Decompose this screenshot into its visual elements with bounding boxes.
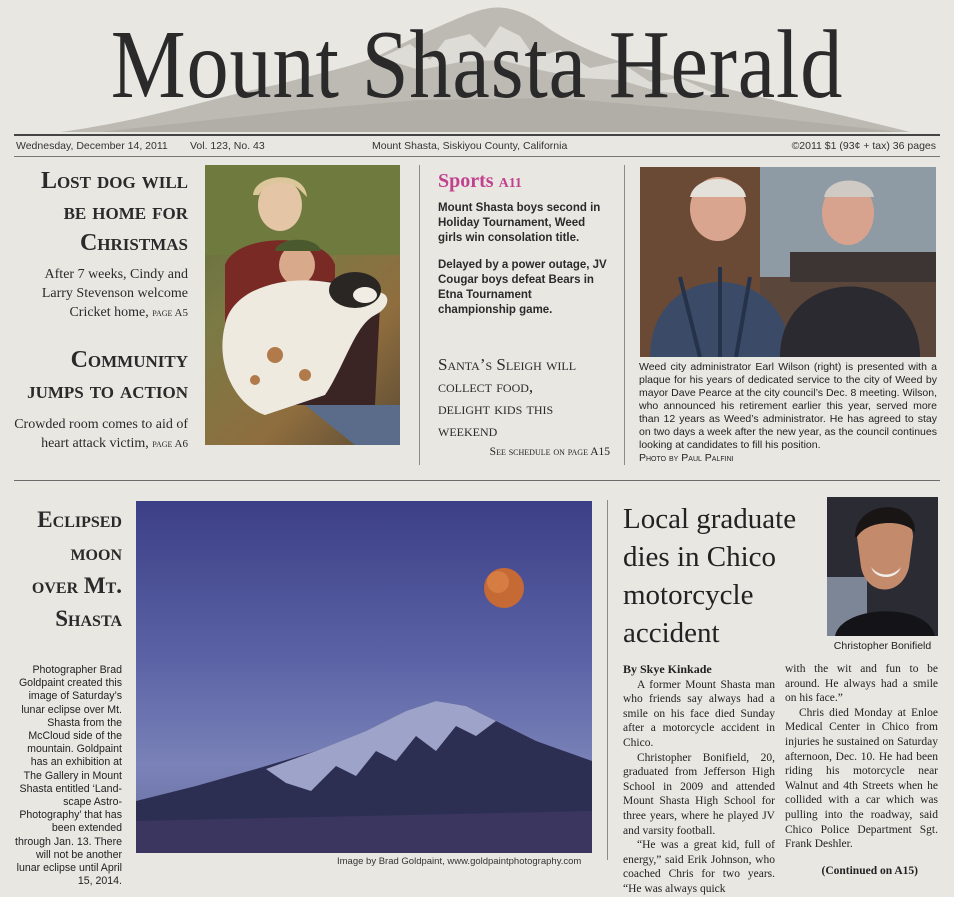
paragraph: Christopher Bonifield, 20, graduated from Jefferson High School in 2009 and attended Mount Shasta High School for three years, where he played JV and varsity football. — [623, 751, 775, 837]
sports-box[interactable] — [438, 170, 610, 318]
weed-ceremony-photo — [640, 167, 936, 357]
column-divider — [607, 500, 608, 860]
paragraph: with the wit and fun to be around. He always had a smile on his face.” — [785, 663, 938, 705]
column-divider — [624, 165, 625, 465]
bonifield-photo — [827, 497, 938, 636]
weed-ceremony-image — [640, 167, 936, 357]
eclipse-image-credit: Image by Brad Goldpaint, www.goldpaintphotography.com — [337, 856, 582, 867]
graduate-story[interactable] — [623, 500, 823, 652]
issue-location: Mount Shasta, Siskiyou County, California — [372, 140, 568, 152]
eclipse-headline[interactable]: Eclipsed moon over Mt. Shasta — [31, 507, 122, 631]
lost-dog-headline[interactable]: Lost dog will be home for Christmas — [40, 168, 188, 256]
weed-photo-caption: Weed city administrator Earl Wilson (right) is presented with a plaque for his years of dedicated service to the city of Weed by mayor Dave Pearce at the city council’s Dec. 8 meeting. Wilson, who announced his retirement earlier this year, served more than 12 years as Weed’s administrator. He has agreed to stay on two days a week after the new year, as the council continues looking at candidates to fill his position. Photo by Paul Palfini — [639, 361, 937, 464]
santa-headline[interactable]: Santa’s Sleigh will collect food, delight kids this weekend — [438, 355, 577, 440]
newspaper-title: Mount Shasta Herald — [110, 11, 844, 119]
eclipse-photo — [136, 501, 592, 853]
graduate-body-col-1 — [623, 662, 775, 897]
sports-item-2[interactable]: Delayed by a power outage, JV Cougar boys defeat Bears in Etna Tournament championship game. — [438, 259, 607, 316]
community-deck: Crowded room comes to aid of heart attack victim, page A6 — [14, 417, 188, 451]
page-reference: page A5 — [152, 307, 188, 319]
santa-story[interactable] — [438, 354, 610, 458]
photo-credit: Photo by Paul Palfini — [639, 452, 734, 464]
graduate-headline[interactable]: Local graduate dies in Chico motorcycle accident — [623, 503, 797, 649]
santa-schedule-ref: See schedule on page A15 — [489, 446, 610, 458]
bonifield-photo-caption: Christopher Bonifield — [833, 640, 932, 652]
issue-date: Wednesday, December 14, 2011 — [16, 140, 168, 152]
graduate-body-col-2 — [785, 662, 938, 878]
page-reference: page A6 — [152, 438, 188, 450]
lost-dog-deck: After 7 weeks, Cindy and Larry Stevenson welcome Cricket home, page A5 — [41, 267, 188, 320]
community-headline[interactable]: Community jumps to action — [27, 347, 188, 404]
dog-photo-image — [205, 165, 400, 445]
byline: By Skye Kinkade — [623, 662, 712, 676]
continued-link[interactable]: (Continued on A15) — [821, 864, 918, 877]
eclipse-image — [136, 501, 592, 853]
paragraph: “He was a great kid, full of energy,” said Erik Johnson, who coached Chris for two years. “He was always quick — [623, 839, 775, 895]
sports-item-1[interactable]: Mount Shasta boys second in Holiday Tournament, Weed girls win consolation title. — [438, 202, 601, 244]
lost-dog-story[interactable] — [14, 166, 188, 323]
eclipse-story[interactable] — [10, 503, 122, 635]
paragraph: Chris died Monday at Enloe Medical Center in Chico from injuries he sustained on Saturday afternoon, Dec. 10. He had been riding his motorcycle near Walnut and 4th Streets when he collided with a car which was pulling into the roadway, said Chico Police Department Sgt. Frank Deshler. — [785, 706, 938, 851]
paragraph: A former Mount Shasta man who friends say always had a smile on his face died Sunday after a motorcycle accident in Chico. — [623, 678, 775, 749]
issue-price: ©2011 $1 (93¢ + tax) 36 pages — [791, 140, 936, 152]
dog-photo — [205, 165, 400, 445]
bonifield-image — [827, 497, 938, 636]
issue-volume: Vol. 123, No. 43 — [190, 140, 265, 152]
sports-label[interactable]: Sports A11 — [438, 170, 522, 192]
community-story[interactable] — [14, 345, 188, 454]
eclipse-caption: Photographer Brad Goldpaint created this image of Saturday’s lunar eclipse over Mt. Shasta from the McCloud side of the mountain. Goldpaint has an exhibition at The Gallery in Mount Shasta entitled ‘Land-scape Astro-Photography’ that has been extended through Jan. 13. There will not be another lunar eclipse until April 15, 2014. — [15, 664, 122, 888]
masthead — [0, 0, 954, 138]
section-divider — [14, 480, 940, 481]
column-divider — [419, 165, 420, 465]
dateline — [14, 134, 940, 157]
